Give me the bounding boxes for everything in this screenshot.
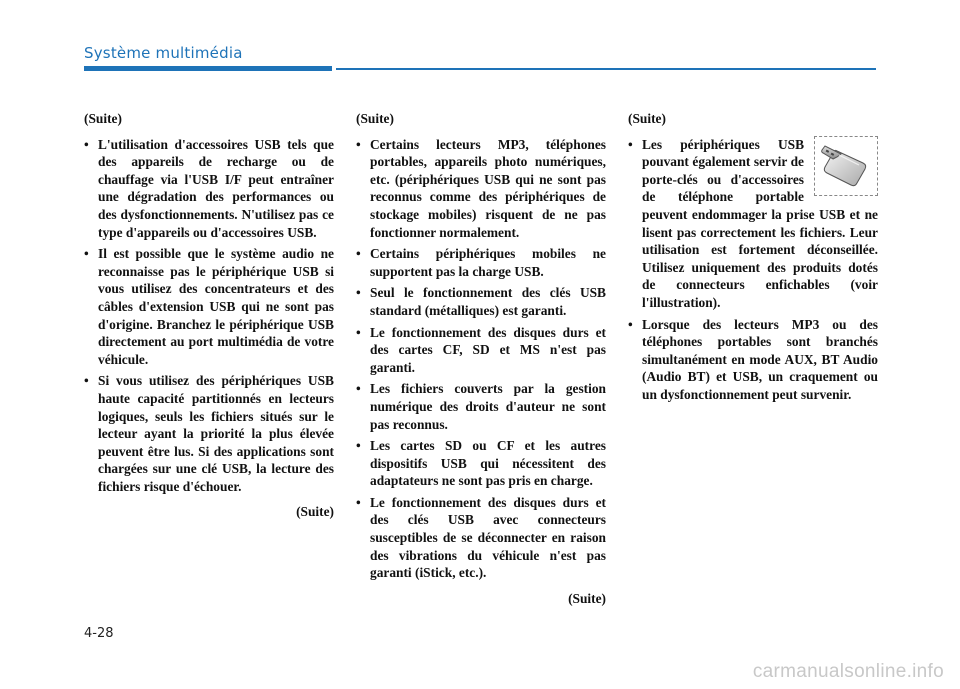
- continued-label: (Suite): [356, 111, 394, 126]
- watermark: carmanualsonline.info: [752, 661, 944, 682]
- bullet-list: [628, 136, 878, 404]
- continues-label: (Suite): [568, 590, 606, 606]
- list-item: • Certains périphériques mobiles ne supportent pas la charge USB.: [356, 245, 606, 280]
- bullet-list: [84, 136, 334, 496]
- list-item: • Il est possible que le système audio ne reconnaisse pas le périphérique USB si vous utilisez des concentrateurs et des câbles d'extension USB qui ne sont pas d'origine. Branchez le périphérique USB directement au port multimédia de votre véhicule.: [84, 245, 334, 368]
- page-number: 4-28: [84, 626, 114, 641]
- header-rule-thin: [336, 68, 876, 70]
- continued-label: (Suite): [628, 111, 666, 126]
- section-title: Système multimédia: [84, 44, 243, 62]
- list-item: • Les cartes SD ou CF et les autres dispositifs USB qui nécessitent des adaptateurs ne sont pas pris en charge.: [356, 437, 606, 490]
- list-item: • L'utilisation d'accessoires USB tels que des appareils de recharge ou de chauffage via l'USB I/F peut entraîner une dégradation des performances ou des dysfonctionnements. N'utilisez pas ce type d'appareils ou d'accessoires USB.: [84, 136, 334, 242]
- continues-label: (Suite): [296, 504, 334, 520]
- column-3: [628, 110, 878, 408]
- list-item: • Si vous utilisez des périphériques USB haute capacité partitionnés en lecteurs logiques, seuls les fichiers situés sur le lecteur ayant la priorité la plus élevée peuvent être lus. Si des applications sont chargées sur une clé USB, la lecture des fichiers risque d'échouer.: [84, 372, 334, 495]
- list-item: • Le fonctionnement des disques durs et des clés USB avec connecteurs susceptibles de se déconnecter en raison des vibrations du véhicule n'est pas garanti (iStick, etc.).: [356, 494, 606, 582]
- list-item: • Les périphériques USB pouvant également servir de porte-clés ou d'accessoires de téléphone portable peuvent endommager la prise USB et ne lisent pas correctement les fichiers. Leur utilisation est fortement déconseillée. Utilisez uniquement des produits dotés de connecteurs enfichables (voir l'illustration).: [628, 136, 878, 312]
- list-item: • Les fichiers couverts par la gestion numérique des droits d'auteur ne sont pas reconnus.: [356, 380, 606, 433]
- list-item: • Certains lecteurs MP3, téléphones portables, appareils photo numériques, etc. (périphériques USB qui ne sont pas reconnus comme des périphériques de stockage mobiles) risquent de ne pas fonctionner normalement.: [356, 136, 606, 242]
- list-item: • Lorsque des lecteurs MP3 ou des téléphones portables sont branchés simultanément en mode AUX, BT Audio (Audio BT) et USB, un craquement ou un dysfonctionnement peut survenir.: [628, 316, 878, 404]
- column-1: [84, 110, 334, 521]
- continued-label: (Suite): [84, 111, 122, 126]
- bullet-list: [356, 136, 606, 582]
- list-item: • Seul le fonctionnement des clés USB standard (métalliques) est garanti.: [356, 284, 606, 319]
- header-rule-thick: [84, 66, 332, 71]
- column-2: [356, 110, 606, 607]
- list-item: • Le fonctionnement des disques durs et des cartes CF, SD et MS n'est pas garanti.: [356, 324, 606, 377]
